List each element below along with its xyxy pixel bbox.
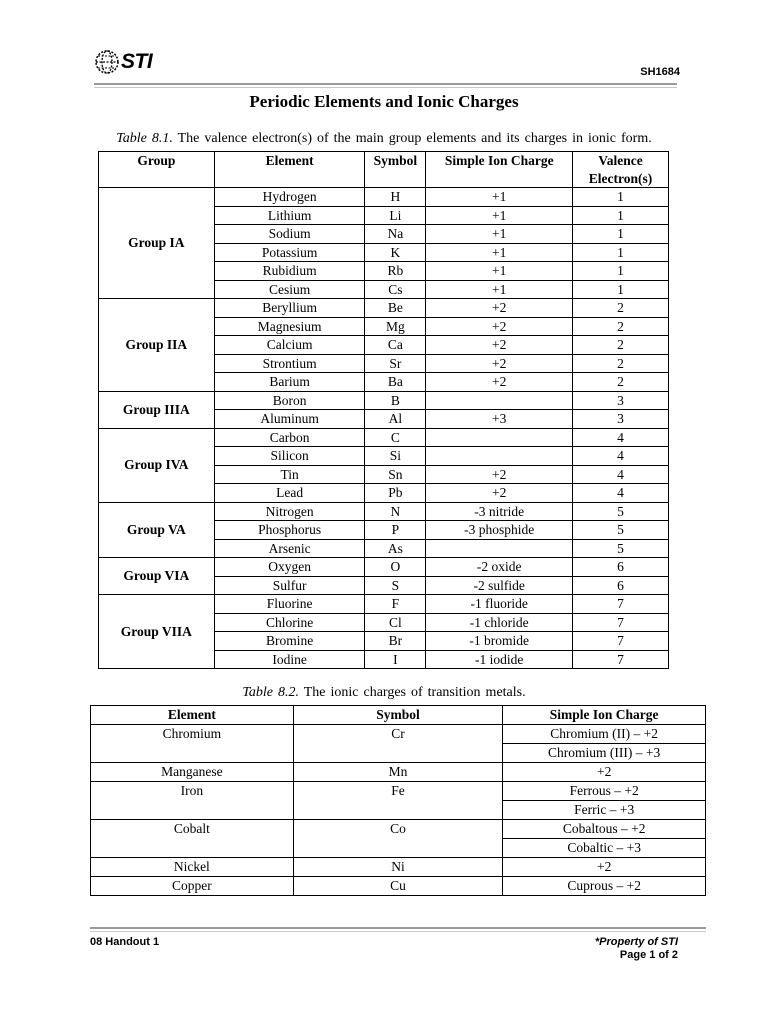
header-divider-thin <box>94 87 677 88</box>
property-label: *Property of STI <box>594 936 678 948</box>
symbol-cell: Al <box>365 410 426 429</box>
group-name: Group IIIA <box>99 391 215 428</box>
charge-cell: +2 <box>426 465 573 484</box>
symbol-cell: Cr <box>293 724 503 762</box>
main-group-table <box>98 151 669 669</box>
charge-cell: +1 <box>426 243 573 262</box>
page-title: Periodic Elements and Ionic Charges <box>249 92 519 111</box>
valence-cell: 3 <box>573 410 669 429</box>
valence-cell: 2 <box>573 336 669 355</box>
table1-caption-label: Table 8.1. <box>116 131 173 146</box>
element-cell: Phosphorus <box>214 521 365 540</box>
charge-cell: -1 bromide <box>426 632 573 651</box>
header-charge: Simple Ion Charge <box>426 152 573 188</box>
charge-cell: Chromium (III) – +3 <box>503 743 706 762</box>
symbol-cell: Ca <box>365 336 426 355</box>
table2-caption <box>0 685 768 701</box>
header-element: Element <box>214 152 365 188</box>
valence-cell: 4 <box>573 447 669 466</box>
table-row <box>99 502 669 521</box>
footer-divider-thin <box>90 931 706 932</box>
table-row <box>99 299 669 318</box>
symbol-cell: Mg <box>365 317 426 336</box>
table-row <box>91 819 706 838</box>
element-cell: Sulfur <box>214 576 365 595</box>
valence-cell: 6 <box>573 558 669 577</box>
valence-cell: 5 <box>573 539 669 558</box>
valence-cell: 2 <box>573 317 669 336</box>
element-cell: Oxygen <box>214 558 365 577</box>
element-cell: Carbon <box>214 428 365 447</box>
element-cell: Strontium <box>214 354 365 373</box>
element-cell: Silicon <box>214 447 365 466</box>
valence-cell: 1 <box>573 225 669 244</box>
symbol-cell: Fe <box>293 781 503 819</box>
valence-cell: 1 <box>573 243 669 262</box>
page-number: Page 1 of 2 <box>619 949 678 961</box>
header-valence-line2: Electron(s) <box>588 170 653 186</box>
table2-caption-label: Table 8.2. <box>242 685 299 700</box>
valence-cell: 5 <box>573 521 669 540</box>
element-cell: Beryllium <box>214 299 365 318</box>
charge-cell: +1 <box>426 206 573 225</box>
valence-cell: 2 <box>573 299 669 318</box>
symbol-cell: Na <box>365 225 426 244</box>
symbol-cell: Rb <box>365 262 426 281</box>
table-row <box>99 391 669 410</box>
element-cell: Potassium <box>214 243 365 262</box>
charge-cell: +2 <box>426 299 573 318</box>
charge-cell: +2 <box>426 373 573 392</box>
valence-cell: 3 <box>573 391 669 410</box>
charge-cell: Ferrous – +2 <box>503 781 706 800</box>
element-cell: Bromine <box>214 632 365 651</box>
symbol-cell: O <box>365 558 426 577</box>
valence-cell: 6 <box>573 576 669 595</box>
charge-cell <box>426 391 573 410</box>
symbol-cell: F <box>365 595 426 614</box>
valence-cell: 1 <box>573 262 669 281</box>
charge-cell: -3 phosphide <box>426 521 573 540</box>
header-group: Group <box>99 152 215 188</box>
element-cell: Iron <box>91 781 294 819</box>
symbol-cell: P <box>365 521 426 540</box>
valence-cell: 2 <box>573 354 669 373</box>
table1-caption <box>0 131 768 147</box>
element-cell: Nickel <box>91 857 294 876</box>
header-valence-line1: Valence <box>598 153 643 168</box>
symbol-cell: Li <box>365 206 426 225</box>
symbol-cell: Br <box>365 632 426 651</box>
table-row <box>91 724 706 743</box>
valence-cell: 1 <box>573 188 669 207</box>
transition-metals-table <box>90 705 706 896</box>
element-cell: Rubidium <box>214 262 365 281</box>
symbol-cell: Si <box>365 447 426 466</box>
symbol-cell: C <box>365 428 426 447</box>
charge-cell: +1 <box>426 262 573 281</box>
symbol-cell: Sn <box>365 465 426 484</box>
symbol-cell: N <box>365 502 426 521</box>
table1-header-row <box>99 152 669 188</box>
element-cell: Fluorine <box>214 595 365 614</box>
valence-cell: 7 <box>573 650 669 669</box>
document-code: SH1684 <box>640 66 680 78</box>
charge-cell: -1 iodide <box>426 650 573 669</box>
symbol-cell: Cs <box>365 280 426 299</box>
charge-cell: +2 <box>426 484 573 503</box>
charge-cell: +2 <box>503 857 706 876</box>
charge-cell: +3 <box>426 410 573 429</box>
valence-cell: 7 <box>573 613 669 632</box>
element-cell: Boron <box>214 391 365 410</box>
table-row <box>91 781 706 800</box>
element-cell: Chlorine <box>214 613 365 632</box>
symbol-cell: Mn <box>293 762 503 781</box>
symbol-cell: K <box>365 243 426 262</box>
table2-header-row <box>91 706 706 725</box>
header-element: Element <box>91 706 294 725</box>
charge-cell: +2 <box>426 354 573 373</box>
handout-label: 08 Handout 1 <box>90 936 160 948</box>
valence-cell: 1 <box>573 280 669 299</box>
symbol-cell: B <box>365 391 426 410</box>
charge-cell: Ferric – +3 <box>503 800 706 819</box>
group-name: Group IA <box>99 188 215 299</box>
charge-cell: -1 chloride <box>426 613 573 632</box>
charge-cell: Chromium (II) – +2 <box>503 724 706 743</box>
element-cell: Sodium <box>214 225 365 244</box>
charge-cell: Cobaltous – +2 <box>503 819 706 838</box>
valence-cell: 4 <box>573 465 669 484</box>
element-cell: Arsenic <box>214 539 365 558</box>
group-name: Group VIIA <box>99 595 215 669</box>
header-valence <box>573 152 669 188</box>
charge-cell: Cobaltic – +3 <box>503 838 706 857</box>
charge-cell: +2 <box>503 762 706 781</box>
table-row <box>99 428 669 447</box>
symbol-cell: H <box>365 188 426 207</box>
element-cell: Chromium <box>91 724 294 762</box>
charge-cell: -1 fluoride <box>426 595 573 614</box>
footer-divider <box>90 927 706 929</box>
charge-cell: +2 <box>426 317 573 336</box>
symbol-cell: Sr <box>365 354 426 373</box>
valence-cell: 7 <box>573 595 669 614</box>
group-name: Group VA <box>99 502 215 558</box>
element-cell: Calcium <box>214 336 365 355</box>
symbol-cell: Cl <box>365 613 426 632</box>
table-row <box>91 762 706 781</box>
table-row <box>99 188 669 207</box>
charge-cell: -2 sulfide <box>426 576 573 595</box>
element-cell: Hydrogen <box>214 188 365 207</box>
group-name: Group VIA <box>99 558 215 595</box>
sti-logo <box>94 48 152 76</box>
charge-cell: +1 <box>426 188 573 207</box>
element-cell: Cesium <box>214 280 365 299</box>
charge-cell: -3 nitride <box>426 502 573 521</box>
symbol-cell: Ni <box>293 857 503 876</box>
element-cell: Tin <box>214 465 365 484</box>
valence-cell: 4 <box>573 484 669 503</box>
element-cell: Iodine <box>214 650 365 669</box>
charge-cell: Cuprous – +2 <box>503 876 706 895</box>
charge-cell <box>426 428 573 447</box>
group-name: Group IIA <box>99 299 215 392</box>
element-cell: Lead <box>214 484 365 503</box>
symbol-cell: Co <box>293 819 503 857</box>
charge-cell: +1 <box>426 280 573 299</box>
logo-text: STI <box>121 50 153 73</box>
symbol-cell: As <box>365 539 426 558</box>
header-symbol: Symbol <box>365 152 426 188</box>
charge-cell: +2 <box>426 336 573 355</box>
valence-cell: 5 <box>573 502 669 521</box>
table-row <box>91 876 706 895</box>
valence-cell: 4 <box>573 428 669 447</box>
valence-cell: 1 <box>573 206 669 225</box>
element-cell: Magnesium <box>214 317 365 336</box>
table2-caption-text: The ionic charges of transition metals. <box>299 685 526 700</box>
charge-cell <box>426 539 573 558</box>
symbol-cell: I <box>365 650 426 669</box>
symbol-cell: Be <box>365 299 426 318</box>
element-cell: Copper <box>91 876 294 895</box>
charge-cell <box>426 447 573 466</box>
table-row <box>99 595 669 614</box>
table-row <box>99 558 669 577</box>
element-cell: Cobalt <box>91 819 294 857</box>
group-name: Group IVA <box>99 428 215 502</box>
charge-cell: -2 oxide <box>426 558 573 577</box>
header-symbol: Symbol <box>293 706 503 725</box>
charge-cell: +1 <box>426 225 573 244</box>
footer-right <box>595 936 678 962</box>
valence-cell: 2 <box>573 373 669 392</box>
header-charge: Simple Ion Charge <box>503 706 706 725</box>
element-cell: Aluminum <box>214 410 365 429</box>
symbol-cell: Cu <box>293 876 503 895</box>
element-cell: Barium <box>214 373 365 392</box>
element-cell: Lithium <box>214 206 365 225</box>
symbol-cell: Ba <box>365 373 426 392</box>
header-divider <box>94 83 677 85</box>
symbol-cell: Pb <box>365 484 426 503</box>
table1-caption-text: The valence electron(s) of the main group elements and its charges in ionic form. <box>172 131 652 146</box>
table-row <box>91 857 706 876</box>
symbol-cell: S <box>365 576 426 595</box>
globe-icon <box>94 49 120 75</box>
valence-cell: 7 <box>573 632 669 651</box>
element-cell: Nitrogen <box>214 502 365 521</box>
element-cell: Manganese <box>91 762 294 781</box>
